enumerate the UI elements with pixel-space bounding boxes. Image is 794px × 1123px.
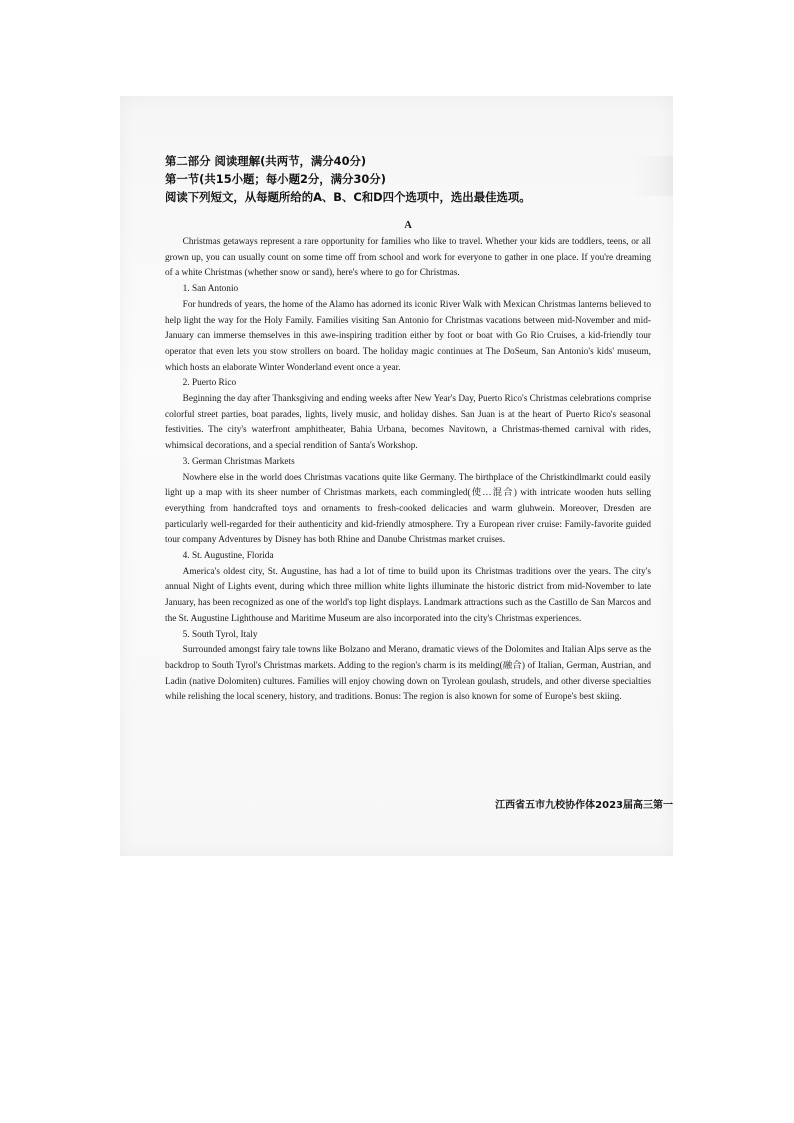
item-title: 1. San Antonio [182, 284, 239, 295]
passage-label: A [404, 220, 412, 231]
instructions: 阅读下列短文，从每题所给的A、B、C和D四个选项中，选出最佳选项。 [165, 190, 531, 204]
scan-shadow [633, 156, 673, 196]
item-text: Beginning the day after Thanksgiving and ending weeks after New Year's Day, Puerto Rico's Christmas celebrations comprise colorful street parties, boat parades, lights, lively music, and holiday dishes. San Juan is at the heart of Puerto Rico's seasonal festivities. The city's waterfront amphitheater, Bahia Urbana, becomes Navitown, a Christmas-themed carnival with rides, whimsical decorations, and a special rendition of Santa's Workshop. [165, 394, 651, 452]
item-text: For hundreds of years, the home of the Alamo has adorned its iconic River Walk with Mexican Christmas lanterns believed to help light the way for the Holy Family. Families visiting San Antonio for Christmas vacations between mid-November and mid-January can immerse themselves in this awe-inspiring tradition either by foot or boat with Go Rio Cruises, a kid-friendly tour operator that even lets you stow strollers on board. The holiday magic continues at The DoSeum, San Antonio's kids' museum, which hosts an elaborate Winter Wonderland event once a year. [165, 299, 651, 373]
section-title: 第一节(共15小题；每小题2分，满分30分) [165, 172, 386, 186]
item-title: 4. St. Augustine, Florida [182, 551, 274, 562]
part-title: 第二部分 阅读理解(共两节，满分40分) [165, 154, 367, 168]
passage-intro: Christmas getaways represent a rare opportunity for families who like to travel. Whether your kids are toddlers, teens, or all grown up, you can usually count on some time off from school and work for everyone to gather in one place. If you're dreaming of a white Christmas (whether snow or sand), here's where to go for Christmas. [165, 237, 651, 279]
item-title: 5. South Tyrol, Italy [182, 629, 258, 640]
item-text: America's oldest city, St. Augustine, has had a lot of time to build upon its Christmas traditions over the years. The city's annual Night of Lights event, during which three million white lights illuminate the historic district from mid-November to late January, has been recognized as one of the world's top light displays. Landmark attractions such as the Castillo de San Marcos and the St. Augustine Lighthouse and Maritime Museum are also incorporated into the city's Christmas experiences. [165, 566, 651, 624]
exam-footer: 江西省五市九校协作体2023届高三第一 [495, 800, 673, 811]
item-title: 3. German Christmas Markets [182, 456, 295, 467]
item-text: Surrounded amongst fairy tale towns like Bolzano and Merano, dramatic views of the Dolomites and Italian Alps serve as the backdrop to South Tyrol's Christmas markets. Adding to the region's charm is its melding(融合) of Italian, German, Austrian, and Ladin (native Dolomiten) cultures. Families will enjoy chowing down on Tyrolean goulash, strudels, and other diverse specialties while relishing the local scenery, history, and traditions. Bonus: The region is also known for some of Europe's best skiing. [165, 645, 651, 703]
item-text: Nowhere else in the world does Christmas vacations quite like Germany. The birthplace of the Christkindlmarkt could easily light up a map with its sheer number of Christmas markets, each commingled(使…混合) with intricate wooden huts selling everything from handcrafted toys and ornaments to fresh-cooked delicacies and warm gluhwein. Moreover, Dresden are particularly well-regarded for their authenticity and kid-friendly atmosphere. Try a European river cruise: Family-favorite guided tour company Adventures by Disney has both Rhine and Danube Christmas market cruises. [165, 472, 651, 546]
section-header [165, 152, 635, 206]
passage [165, 218, 651, 706]
scanned-page [120, 96, 673, 856]
item-title: 2. Puerto Rico [182, 378, 237, 389]
